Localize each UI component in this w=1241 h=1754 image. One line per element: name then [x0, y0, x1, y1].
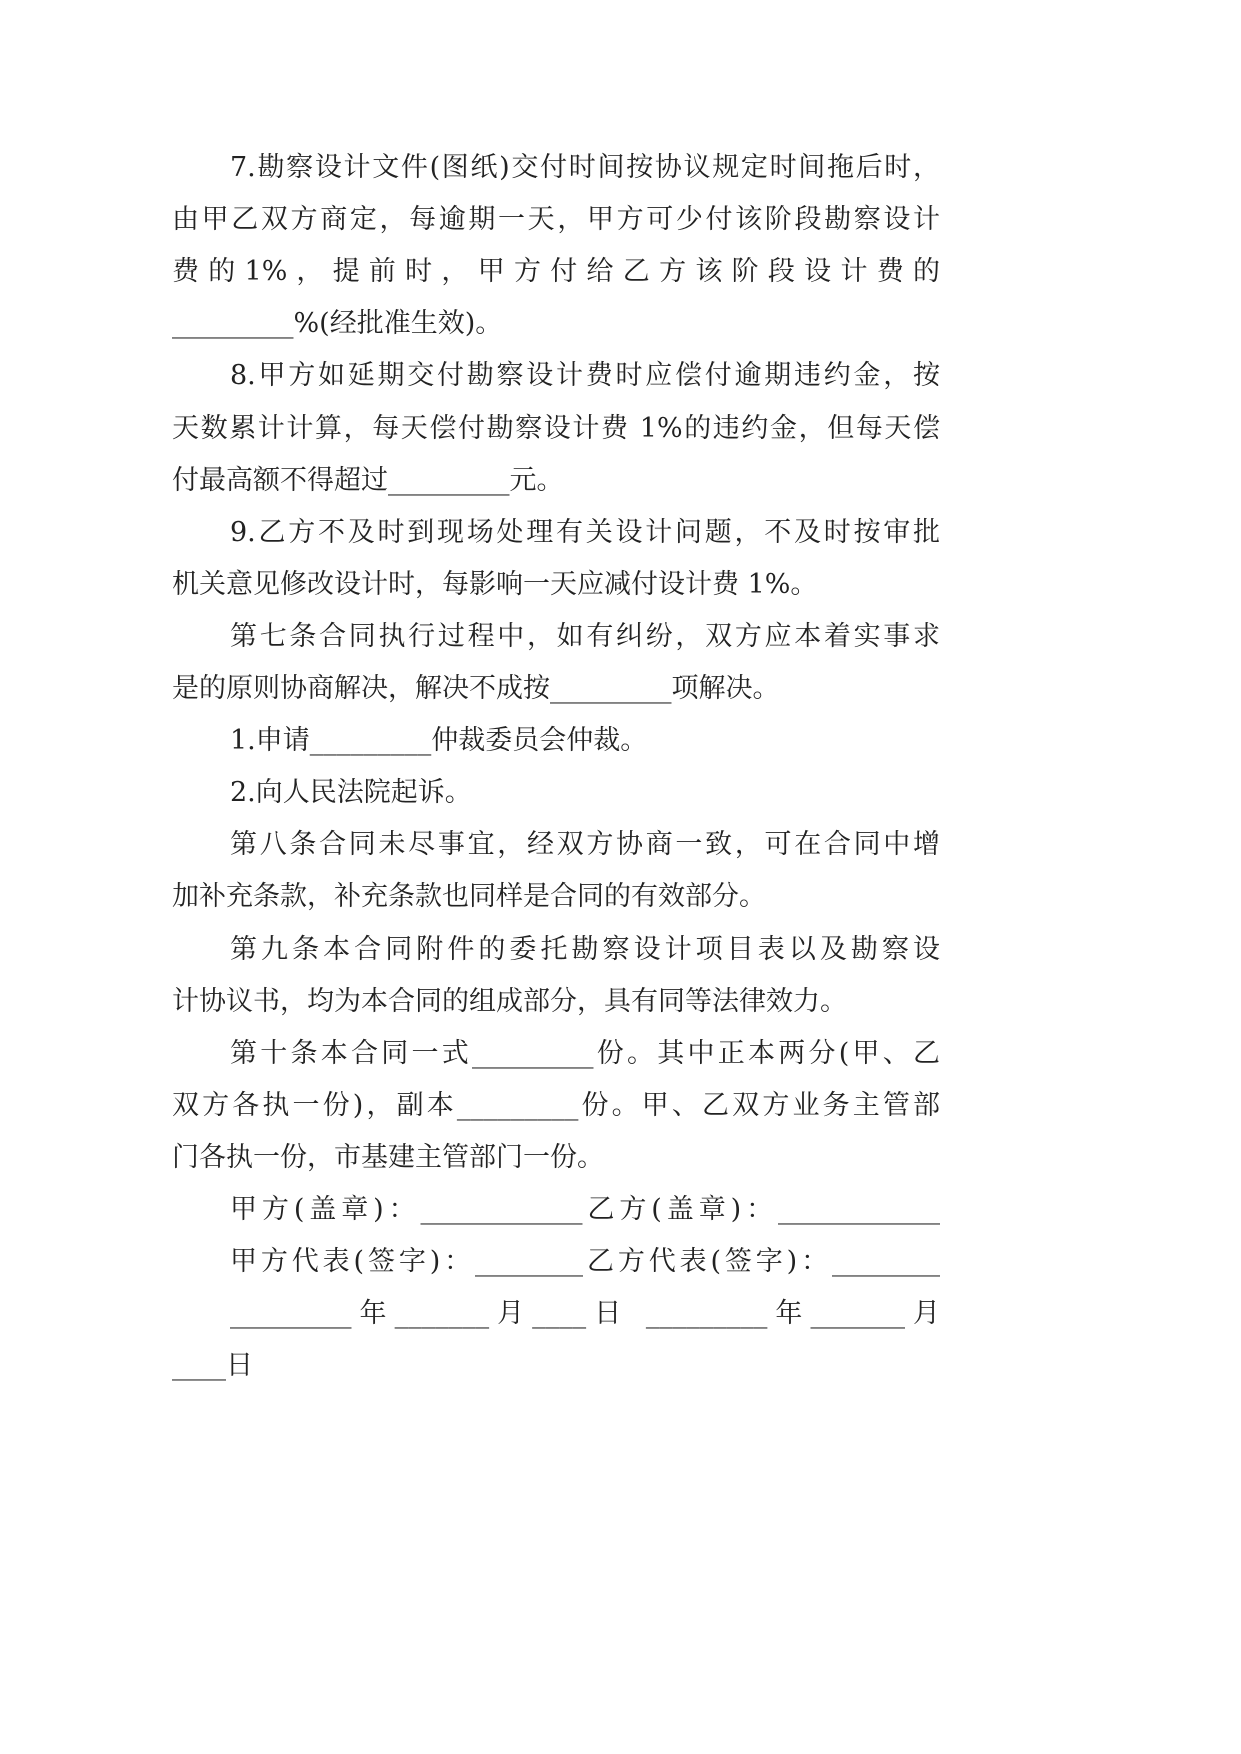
- text-line: ____日: [172, 1350, 253, 1382]
- text-line: _________年_______月____日 _________年_______月: [230, 1298, 940, 1330]
- text-line: 付最高额不得超过_________元。: [172, 464, 564, 496]
- text-line: _________%(经批准生效)。: [172, 308, 503, 340]
- text-line: 第七条合同执行过程中，如有纠纷，双方应本着实事求: [230, 620, 940, 652]
- text-line: 双方各执一份)，副本_________份。甲、乙双方业务主管部: [172, 1089, 940, 1121]
- text-line: 加补充条款，补充条款也同样是合同的有效部分。: [172, 881, 766, 913]
- text-line: 由甲乙双方商定，每逾期一天，甲方可少付该阶段勘察设计: [172, 204, 940, 236]
- text-line: 是的原则协商解决，解决不成按_________项解决。: [172, 673, 780, 704]
- text-line: 计协议书，均为本合同的组成部分，具有同等法律效力。: [172, 985, 847, 1017]
- text-line: 7.勘察设计文件(图纸)交付时间按协议规定时间拖后时，: [230, 152, 940, 183]
- text-line: 1.申请_________仲裁委员会仲裁。: [230, 725, 648, 757]
- text-line: 2.向人民法院起诉。: [230, 777, 472, 809]
- text-line: 第十条本合同一式_________份。其中正本两分(甲、乙: [230, 1037, 940, 1069]
- text-line: 甲方代表(签字)：________乙方代表(签字)：________: [230, 1246, 940, 1278]
- text-line: 第八条合同未尽事宜，经双方协商一致，可在合同中增: [230, 829, 940, 861]
- text-line: 第九条本合同附件的委托勘察设计项目表以及勘察设: [230, 933, 940, 965]
- text-line: 费 的 1% ， 提 前 时 ， 甲 方 付 给 乙 方 该 阶 段 设 计 费 的: [172, 256, 940, 288]
- text-line: 天数累计计算，每天偿付勘察设计费 1%的违约金，但每天偿: [172, 412, 940, 444]
- text-line: 9.乙方不及时到现场处理有关设计问题，不及时按审批: [230, 516, 940, 548]
- text-line: 8.甲方如延期交付勘察设计费时应偿付逾期违约金，按: [230, 360, 940, 392]
- text-line: 机关意见修改设计时，每影响一天应减付设计费 1%。: [172, 568, 818, 600]
- text-line: 门各执一份，市基建主管部门一份。: [172, 1141, 604, 1173]
- text-line: 甲方(盖章)：____________乙方(盖章)：____________: [230, 1194, 940, 1225]
